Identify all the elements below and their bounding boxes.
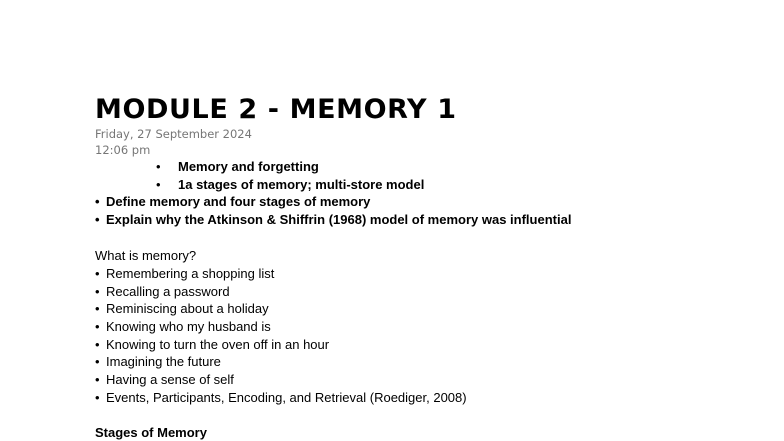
list-item-text: Reminiscing about a holiday	[106, 301, 269, 316]
list-item	[95, 336, 329, 353]
list-item: Memory and forgetting	[178, 159, 319, 174]
list-item-text: Events, Participants, Encoding, and Retrieval (Roediger, 2008)	[106, 390, 467, 405]
section-heading: What is memory?	[95, 248, 197, 263]
list-item	[95, 265, 274, 282]
objective-text: Explain why the Atkinson & Shiffrin (1968) model of memory was influential	[106, 212, 572, 227]
list-item	[95, 300, 269, 317]
bullet-icon: •	[95, 372, 100, 387]
list-item-text: Imagining the future	[106, 354, 221, 369]
list-item	[95, 389, 467, 406]
list-item-text: Having a sense of self	[106, 372, 234, 387]
bullet-icon: •	[95, 266, 100, 281]
objective-item	[95, 211, 571, 228]
list-item	[95, 371, 234, 388]
objective-item	[95, 193, 370, 210]
bullet-icon: •	[95, 301, 100, 316]
note-time: 12:06 pm	[95, 143, 151, 157]
list-item-text: Knowing to turn the oven off in an hour	[106, 337, 330, 352]
list-item-text: Recalling a password	[106, 284, 230, 299]
bullet-icon: •	[95, 284, 100, 299]
bullet-icon: •	[95, 337, 100, 352]
bullet-icon: •	[95, 390, 100, 405]
list-item-text: Knowing who my husband is	[106, 319, 271, 334]
page-title: MODULE 2 - MEMORY 1	[95, 94, 457, 125]
bullet-icon: •	[95, 194, 100, 209]
list-item-text: Remembering a shopping list	[106, 266, 275, 281]
list-item: 1a stages of memory; multi-store model	[178, 177, 425, 192]
bullet-icon: •	[95, 212, 100, 227]
note-date: Friday, 27 September 2024	[95, 127, 252, 141]
bullet-icon: •	[95, 319, 100, 334]
bullet-icon: •	[156, 177, 161, 192]
objective-text: Define memory and four stages of memory	[106, 194, 371, 209]
list-item	[95, 353, 221, 370]
bullet-icon: •	[156, 159, 161, 174]
bullet-icon: •	[95, 354, 100, 369]
list-item	[95, 283, 230, 300]
list-item	[95, 318, 271, 335]
section-heading: Stages of Memory	[95, 425, 207, 440]
